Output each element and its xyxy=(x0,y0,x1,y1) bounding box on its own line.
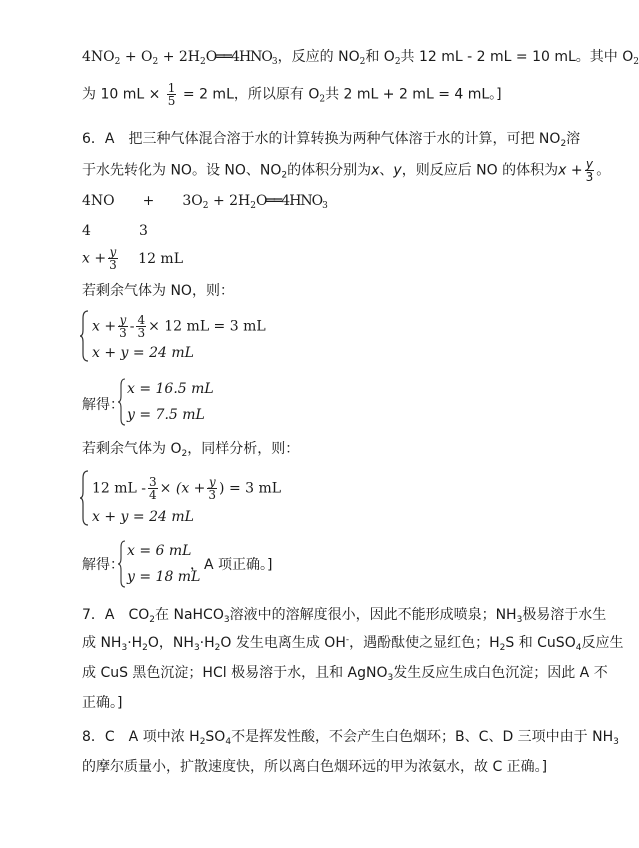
brace-icon xyxy=(80,310,90,362)
q8-line-2: 的摩尔质量小，扩散速度快，所以离白色烟环远的甲为浓氨水，故 C 正确。] xyxy=(82,759,548,775)
equation-no-o2: 4NO + $3O_2$ + $2H_2O══4HNO_3$ xyxy=(82,193,328,211)
solution-1-y: y = 7.5 mL xyxy=(127,407,205,423)
q6-line-1: 6．A 把三种气体混合溶于水的计算转换为两种气体溶于水的计算，可把 $NO_2$溶 xyxy=(82,131,581,149)
brace-icon xyxy=(118,378,126,426)
fraction-one-fifth: $\frac{1}{5}$ xyxy=(167,81,176,108)
ratio-volumes: x + $\frac{y}{3}$ 12 mL xyxy=(82,245,184,272)
solution-2-x: x = 6 mL xyxy=(127,543,192,559)
q7-line-1: 7．A $CO_2$在 NaHCO$_3$溶液中的溶解度很小，因此不能形成喷泉；$NH_3$极易溶于水生 xyxy=(82,607,607,625)
system-1-line-2: x + y = 24 mL xyxy=(92,345,194,361)
fraction-sys1-y-3: $\frac{y}{3}$ xyxy=(119,313,127,340)
system-2-line-2: x + y = 24 mL xyxy=(92,509,194,525)
q7-line-3: 成 CuS 黑色沉淀；HCl 极易溶于水，且和 AgNO$_3$发生反应生成白色沉淀；因此 A 不 xyxy=(82,665,608,683)
case-remaining-o2: 若剩余气体为 $O_2$，同样分析，则： xyxy=(82,441,300,459)
fraction-sys2-3-4: $\frac{3}{4}$ xyxy=(149,475,157,502)
line-reaction-no2: $4NO_2 + O_2$ + $2H_2O══4HNO_3$，反应的 $NO_2$和 $O_2$共 12 mL - 2 mL = 10 mL。其中 $O_2$ xyxy=(82,49,639,67)
case-remaining-no: 若剩余气体为 NO，则： xyxy=(82,283,234,299)
q8-line-1: 8．C A 项中浓 $H_2SO_4$不是挥发性酸，不会产生白色烟环；B、C、D 三项中由于 $NH_3$ xyxy=(82,729,619,747)
q7-line-4: 正确。] xyxy=(82,695,123,711)
fraction-sys1-4-3: $\frac{4}{3}$ xyxy=(137,313,146,340)
brace-icon xyxy=(118,540,126,588)
q6-line-2: 于水先转化为 NO。设 NO、$NO_2$的体积分别为x、y，则反应后 NO 的体积为x + $\frac{y}{3}$ 。 xyxy=(82,157,611,184)
solution-2-conclusion: ，A 项正确。] xyxy=(190,557,273,573)
line-o2-calculation: 为 10 mL × $\frac{1}{5}$ = 2 mL，所以原有 $O_2$共 2 mL + 2 mL = 4 mL。] xyxy=(82,81,502,108)
solution-2-y: y = 18 mL xyxy=(127,569,201,585)
system-1-line-1: x + $\frac{y}{3}$ - $\frac{4}{3}$ × 12 mL = 3 mL xyxy=(92,313,266,340)
answer-page: $4NO_2 + O_2$ + $2H_2O══4HNO_3$，反应的 $NO_2$和 $O_2$共 12 mL - 2 mL = 10 mL。其中 $O_2$ 为 10 mL × $\frac{1}{5}$ = 2 mL，所以原有 $O_2$共 2 mL + 2 mL = 4 mL。] 6．A 把三种气体混合溶于水的计算转换为两种气体溶于水的计算，可把 $NO_2$溶 于水先转化为 NO。设 NO、$NO_2$的体积分别为x、y，则反应后 NO 的体积为x + $\frac{y}{3}$ 。 4NO + $3O_2$ + $2H_2O══4HNO_3$ 4 3 x + $\frac{y}{3}$ 12 mL 若剩余气体为 NO，则： x + $\frac{y}{3}$ - $\frac{4}{3}$ × 12 mL = 3 mL x + y = 24 mL 解得： x = 16.5 mL y = 7.5 mL 若剩余气体为 $O_2$，同样分析，则： 12 mL - $\frac{3}{4}$ × (x + $\frac{y}{3}$ ) = 3 mL x + y = 24 mL 解得： x = 6 mL y = 18 mL ，A 项正确。] 7．A $CO_2$在 NaHCO$_3$溶液中的溶解度很小，因此不能形成喷泉；$NH_3$极易溶于水生 成 $NH_3\cdot H_2O$，$NH_3\cdot H_2O$ 发生电离生成 OH-，遇酚酞使之显红色；$H_2S$ 和 CuSO$_4$反应生 成 CuS 黑色沉淀；HCl 极易溶于水，且和 AgNO$_3$发生反应生成白色沉淀；因此 A 不 正确。] 8．C A 项中浓 $H_2SO_4$不是挥发性酸，不会产生白色烟环；B、C、D 三项中由于 $NH_3$ 的摩尔质量小，扩散速度快，所以离白色烟环远的甲为浓氨水，故 C 正确。] xyxy=(82,49,639,775)
ratio-coefficients: 4 3 xyxy=(82,223,148,239)
q7-line-2: 成 $NH_3\cdot H_2O$，$NH_3\cdot H_2O$ 发生电离生成 OH-，遇酚酞使之显红色；$H_2S$ 和 CuSO$_4$反应生 xyxy=(82,635,624,653)
solution-1-x: x = 16.5 mL xyxy=(127,381,214,397)
system-2-line-1: 12 mL - $\frac{3}{4}$ × (x + $\frac{y}{3}$ ) = 3 mL xyxy=(92,475,282,502)
fraction-ratio-y-3: $\frac{y}{3}$ xyxy=(109,245,117,272)
fraction-y-over-3: $\frac{y}{3}$ xyxy=(585,157,594,184)
brace-icon xyxy=(80,470,90,526)
fraction-sys2-y-3: $\frac{y}{3}$ xyxy=(208,475,217,502)
